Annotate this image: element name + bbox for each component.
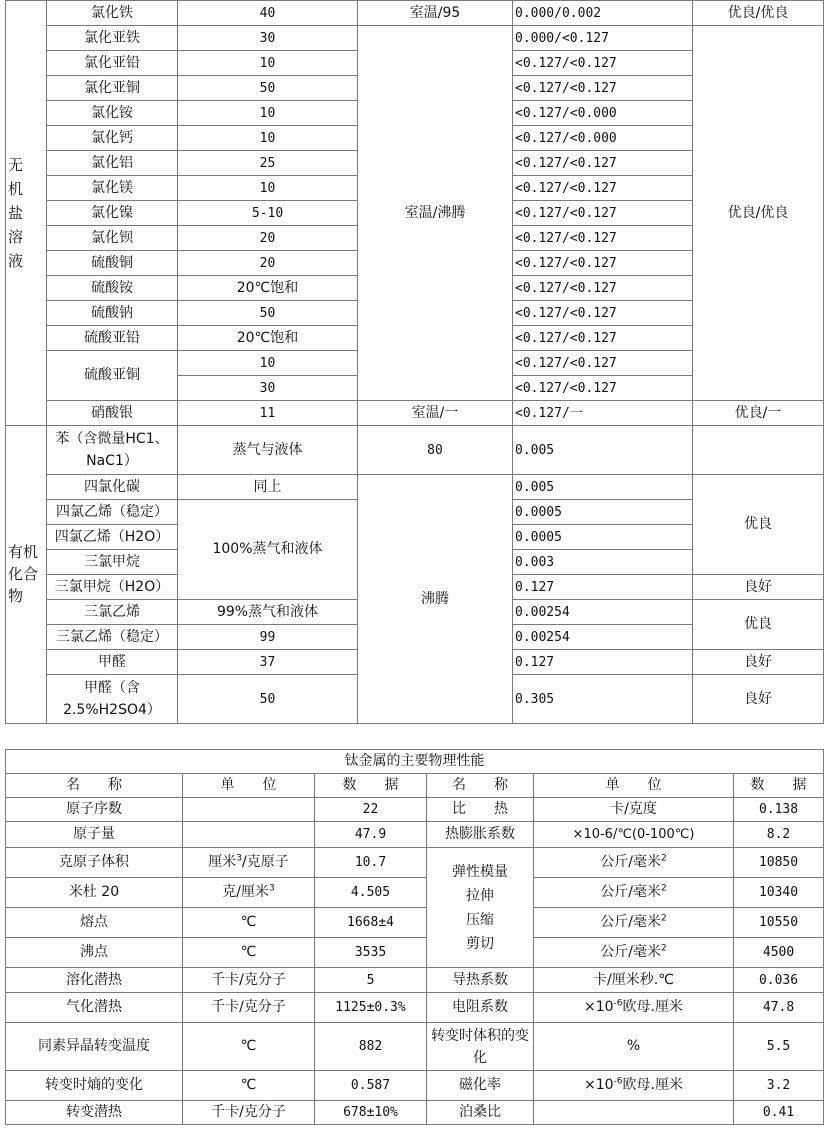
property-name: 转变时体积的变化: [427, 1023, 534, 1071]
medium-cell: 甲醛: [47, 650, 178, 675]
property-name: 磁化率: [427, 1071, 534, 1101]
property-value: 5.5: [734, 1023, 824, 1071]
table-row: [6, 878, 824, 908]
rate-cell: 0.305: [513, 675, 693, 724]
property-value: 3.2: [734, 1071, 824, 1101]
temp-group-cell: 室温/沸腾: [358, 26, 513, 401]
property-unit: [183, 822, 315, 848]
property-unit: ℃: [183, 938, 315, 968]
property-value: 4.505: [315, 878, 427, 908]
conc-cell: 10: [178, 51, 358, 76]
property-unit-sup: [183, 848, 315, 878]
property-name: 弹性模量: [452, 863, 508, 880]
property-name: 米杜 20: [6, 878, 183, 908]
property-unit: [534, 1101, 734, 1125]
property-unit: 千卡/克分子: [183, 968, 315, 993]
table-row: [6, 908, 824, 938]
rate-cell: <0.127/<0.127: [513, 176, 693, 201]
property-unit: 卡/厘米秒.℃: [534, 968, 734, 993]
unit-exp: 2: [660, 883, 667, 894]
rating-group-cell: 优良: [693, 600, 824, 650]
property-name: 同素异晶转变温度: [6, 1023, 183, 1071]
property-value: 10550: [734, 908, 824, 938]
category-inorganic: 无机盐溶液: [6, 1, 47, 426]
rate-cell: 0.000/0.002: [513, 1, 693, 26]
physical-properties-table: [5, 749, 824, 1125]
medium-cell: 氯化钡: [47, 226, 178, 251]
corrosion-table: [5, 0, 824, 724]
medium-cell: 氯化镁: [47, 176, 178, 201]
medium-cell: 硫酸铜: [47, 251, 178, 276]
rate-cell: <0.127/一: [513, 401, 693, 426]
temp-cell: 80: [358, 426, 513, 475]
table-row: [6, 993, 824, 1023]
conc-cell: 30: [178, 26, 358, 51]
property-unit: 卡/克度: [534, 798, 734, 822]
property-value: 0.138: [734, 798, 824, 822]
conc-cell: 10: [178, 126, 358, 151]
property-name: 泊桑比: [427, 1101, 534, 1125]
unit-exp: -6: [613, 1076, 623, 1087]
property-value: 47.8: [734, 993, 824, 1023]
conc-cell: 11: [178, 401, 358, 426]
table-row: [6, 968, 824, 993]
property-value: 882: [315, 1023, 427, 1071]
property-name: 沸点: [6, 938, 183, 968]
conc-cell: 蒸气与液体: [178, 426, 358, 475]
property-value: 1125±0.3%: [315, 993, 427, 1023]
table-row: [6, 26, 824, 51]
rate-cell: <0.127/<0.127: [513, 376, 693, 401]
table-row: [6, 848, 824, 878]
property-name: 比 热: [427, 798, 534, 822]
medium-cell: 三氯乙烯（稳定）: [47, 625, 178, 650]
conc-cell: 99%蒸气和液体: [178, 600, 358, 625]
unit-exp: 2: [660, 913, 667, 924]
property-value: 0.036: [734, 968, 824, 993]
conc-group-cell: 100%蒸气和液体: [178, 500, 358, 600]
medium-cell: 氯化镍: [47, 201, 178, 226]
rate-cell: <0.127/<0.127: [513, 151, 693, 176]
property-unit: 千卡/克分子: [183, 1101, 315, 1125]
property-name: 拉伸: [466, 887, 494, 904]
conc-cell: 20℃饱和: [178, 326, 358, 351]
conc-cell: 50: [178, 675, 358, 724]
column-header: 数 据: [315, 774, 427, 798]
column-header: 数 据: [734, 774, 824, 798]
conc-cell: 25: [178, 151, 358, 176]
rate-cell: 0.00254: [513, 600, 693, 625]
table-row: [6, 1101, 824, 1125]
unit-exp: 2: [660, 853, 667, 864]
property-unit: ℃: [183, 1023, 315, 1071]
medium-cell: 氯化亚铜: [47, 76, 178, 101]
rating-group-cell: 优良/优良: [693, 26, 824, 401]
table-header-row: [6, 774, 824, 798]
medium-cell: 氯化铝: [47, 151, 178, 176]
rating-cell: 优良/优良: [693, 1, 824, 26]
conc-cell: 10: [178, 176, 358, 201]
medium-cell: 硫酸亚铅: [47, 326, 178, 351]
table-row: [6, 822, 824, 848]
conc-cell: 50: [178, 76, 358, 101]
property-name: 转变潜热: [6, 1101, 183, 1125]
table-row: [6, 1, 824, 26]
unit-exp: 3: [236, 853, 242, 864]
medium-cell: 氯化铵: [47, 101, 178, 126]
property-name: 克原子体积: [6, 848, 183, 878]
conc-cell: 50: [178, 301, 358, 326]
conc-cell: 10: [178, 351, 358, 376]
property-value: 0.587: [315, 1071, 427, 1101]
property-name: 导热系数: [427, 968, 534, 993]
property-name: 压缩: [466, 911, 494, 928]
property-name: 气化潜热: [6, 993, 183, 1023]
property-value: 47.9: [315, 822, 427, 848]
medium-cell: 四氯化碳: [47, 475, 178, 500]
unit-exp: 3: [268, 883, 275, 894]
unit-main: 厘米: [208, 854, 237, 870]
property-unit-sup: 克/厘米$^3$: [183, 878, 315, 908]
rate-cell: <0.127/<0.127: [513, 351, 693, 376]
property-name: 剪切: [466, 935, 494, 952]
property-name: 溶化潜热: [6, 968, 183, 993]
property-value: 0.41: [734, 1101, 824, 1125]
medium-cell: 四氯乙烯（稳定）: [47, 500, 178, 525]
property-unit: [183, 798, 315, 822]
property-unit-sup: $\times 10^{-6}$欧母.厘米: [534, 1071, 734, 1101]
rating-cell-empty: [693, 426, 824, 475]
category-organic: 有机化合物: [6, 426, 47, 724]
rate-cell: <0.127/<0.000: [513, 126, 693, 151]
rating-group-cell: 优良: [693, 475, 824, 575]
table-row: [6, 798, 824, 822]
temp-cell: 室温/95: [358, 1, 513, 26]
rate-cell: <0.127/<0.000: [513, 101, 693, 126]
property-name: 热膨胀系数: [427, 822, 534, 848]
table-row: [6, 938, 824, 968]
conc-cell: 40: [178, 1, 358, 26]
unit-rest: /克原子: [242, 854, 289, 870]
medium-cell: 氯化亚铁: [47, 26, 178, 51]
property-name: 电阻系数: [427, 993, 534, 1023]
column-header: 名 称: [6, 774, 183, 798]
property-unit: ℃: [183, 908, 315, 938]
rate-cell: <0.127/<0.127: [513, 76, 693, 101]
medium-cell: 氯化钙: [47, 126, 178, 151]
property-unit-sup: 公斤/毫米$^2$: [534, 848, 734, 878]
rate-cell: 0.00254: [513, 625, 693, 650]
medium-cell: 硫酸亚铜: [47, 351, 178, 401]
property-value: 5: [315, 968, 427, 993]
medium-cell: 三氯乙烯: [47, 600, 178, 625]
conc-cell: 99: [178, 625, 358, 650]
rating-cell: 良好: [693, 575, 824, 600]
conc-cell: 20℃饱和: [178, 276, 358, 301]
property-unit-sup: $\times 10^{-6}$欧母.厘米: [534, 993, 734, 1023]
table-row: [6, 1071, 824, 1101]
conc-cell: 20: [178, 226, 358, 251]
medium-cell: 三氯甲烷: [47, 550, 178, 575]
medium-cell: 苯（含微量HC1、NaC1）: [47, 426, 178, 475]
rate-cell: <0.127/<0.127: [513, 226, 693, 251]
property-unit: 千卡/克分子: [183, 993, 315, 1023]
rate-cell: <0.127/<0.127: [513, 326, 693, 351]
temp-cell: 室温/一: [358, 401, 513, 426]
rating-cell: 良好: [693, 675, 824, 724]
property-name: 原子序数: [6, 798, 183, 822]
table-row: [6, 426, 824, 475]
medium-cell: 四氯乙烯（H2O）: [47, 525, 178, 550]
conc-cell: 20: [178, 251, 358, 276]
property-value: 1668±4: [315, 908, 427, 938]
property-name: 原子量: [6, 822, 183, 848]
property-unit: %: [534, 1023, 734, 1071]
conc-cell: 10: [178, 101, 358, 126]
property-value: 4500: [734, 938, 824, 968]
rate-cell: <0.127/<0.127: [513, 301, 693, 326]
medium-cell: 硫酸铵: [47, 276, 178, 301]
table-title: 钛金属的主要物理性能: [6, 750, 824, 774]
property-value: 10850: [734, 848, 824, 878]
rating-cell: 良好: [693, 650, 824, 675]
elastic-modulus-cell: [427, 848, 534, 968]
medium-cell: 氯化铁: [47, 1, 178, 26]
rating-cell: 优良/一: [693, 401, 824, 426]
rate-cell: 0.005: [513, 475, 693, 500]
property-name: 转变时熵的变化: [6, 1071, 183, 1101]
property-unit-sup: 公斤/毫米$^2$: [534, 938, 734, 968]
column-header: 单 位: [534, 774, 734, 798]
table-row: [6, 475, 824, 500]
rate-cell: <0.127/<0.127: [513, 51, 693, 76]
property-value: 3535: [315, 938, 427, 968]
conc-cell: 37: [178, 650, 358, 675]
rate-cell: <0.127/<0.127: [513, 201, 693, 226]
rate-cell: <0.127/<0.127: [513, 251, 693, 276]
property-name: 熔点: [6, 908, 183, 938]
conc-cell: 5-10: [178, 201, 358, 226]
rate-cell: 0.127: [513, 575, 693, 600]
property-value: 678±10%: [315, 1101, 427, 1125]
table-row: [6, 401, 824, 426]
property-value: 10.7: [315, 848, 427, 878]
column-header: 名 称: [427, 774, 534, 798]
property-value: 10340: [734, 878, 824, 908]
medium-cell: 氯化亚铅: [47, 51, 178, 76]
rate-cell: 0.005: [513, 426, 693, 475]
medium-cell: 甲醛（含2.5%H2SO4）: [47, 675, 178, 724]
medium-cell: 硫酸钠: [47, 301, 178, 326]
property-unit: ×10-6/℃(0-100℃): [534, 822, 734, 848]
rate-cell: 0.0005: [513, 500, 693, 525]
medium-cell: 硝酸银: [47, 401, 178, 426]
rate-cell: 0.003: [513, 550, 693, 575]
conc-cell: 同上: [178, 475, 358, 500]
unit-exp: -6: [613, 998, 623, 1009]
table-row: [6, 1023, 824, 1071]
rate-cell: 0.127: [513, 650, 693, 675]
unit-exp: 2: [660, 943, 667, 954]
medium-cell: 三氯甲烷（H2O）: [47, 575, 178, 600]
rate-cell: 0.000/<0.127: [513, 26, 693, 51]
conc-cell: 30: [178, 376, 358, 401]
column-header: 单 位: [183, 774, 315, 798]
rate-cell: <0.127/<0.127: [513, 276, 693, 301]
property-unit-sup: 公斤/毫米$^2$: [534, 908, 734, 938]
rate-cell: 0.0005: [513, 525, 693, 550]
property-unit-sup: 公斤/毫米$^2$: [534, 878, 734, 908]
table-title-row: [6, 750, 824, 774]
property-value: 8.2: [734, 822, 824, 848]
property-value: 22: [315, 798, 427, 822]
temp-group-cell: 沸腾: [358, 475, 513, 724]
property-unit: ℃: [183, 1071, 315, 1101]
